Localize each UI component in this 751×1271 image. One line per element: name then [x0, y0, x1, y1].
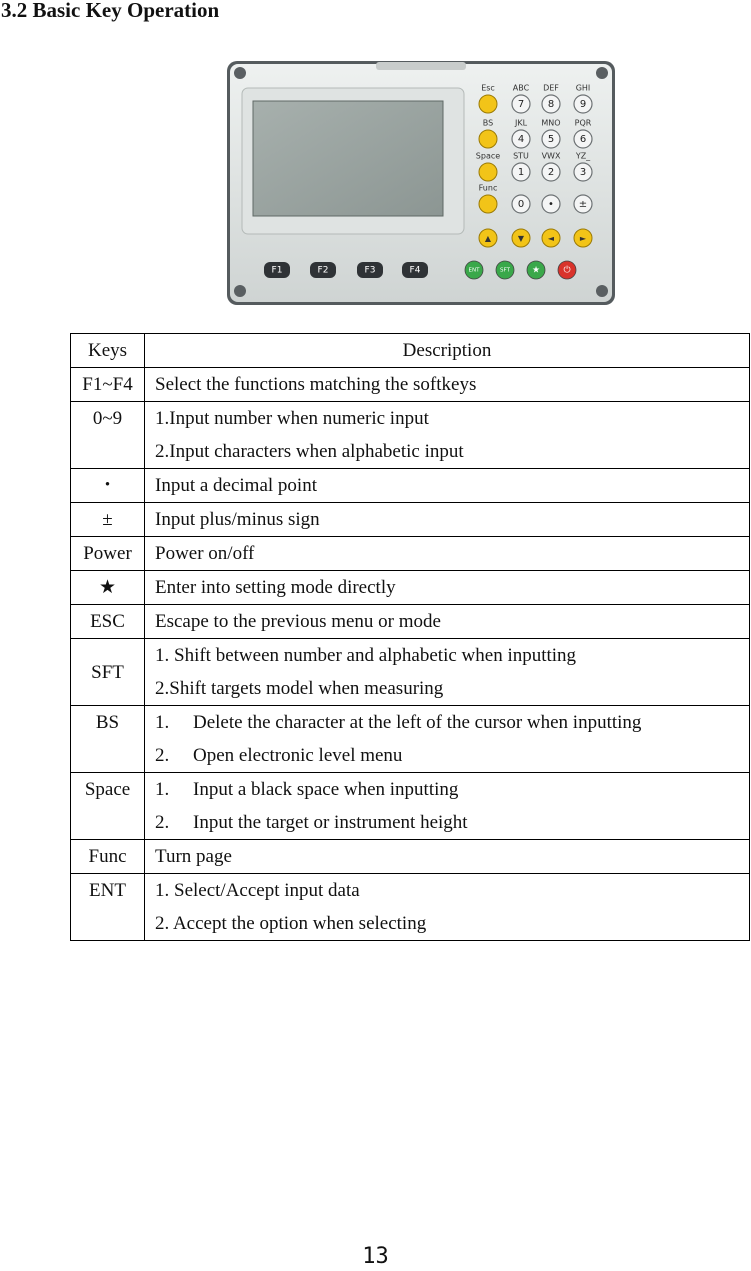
key-label: SFT	[500, 267, 510, 274]
list-number: 1.	[155, 712, 170, 733]
description-line	[155, 402, 739, 435]
description-text: 1.Input number when numeric input	[155, 408, 429, 429]
description-line	[155, 907, 739, 940]
description-text: Enter into setting mode directly	[155, 577, 396, 598]
keypad-illustration	[226, 60, 616, 306]
key-label: ENT	[468, 267, 480, 274]
description-text: Escape to the previous menu or mode	[155, 611, 441, 632]
description-text: 2. Accept the option when selecting	[155, 913, 427, 934]
key-label: F1	[271, 265, 283, 276]
description-line	[155, 840, 739, 873]
description-line	[155, 672, 739, 705]
key-name: F1~F4	[71, 368, 145, 402]
key-label: ★	[531, 265, 541, 276]
key-description	[145, 706, 750, 773]
description-text: Input a decimal point	[155, 475, 317, 496]
key-label: GHI	[575, 83, 591, 93]
alpha-key-1[interactable]	[479, 130, 497, 148]
key-label: VWX	[541, 151, 561, 161]
key-label: Func	[478, 183, 498, 193]
description-text: Input the target or instrument height	[193, 812, 468, 833]
description-line	[155, 639, 739, 672]
description-line	[155, 739, 739, 772]
key-description	[145, 503, 750, 537]
key-label: ◄	[547, 234, 555, 243]
table-row	[71, 402, 750, 469]
key-label: ABC	[512, 83, 530, 93]
table-row	[71, 840, 750, 874]
table-row	[71, 605, 750, 639]
key-label: 0	[517, 199, 525, 210]
key-name: ±	[71, 503, 145, 537]
list-number: 1.	[155, 779, 170, 800]
header-description: Description	[145, 334, 750, 368]
key-description	[145, 639, 750, 706]
key-label: 7	[517, 99, 525, 110]
key-description	[145, 469, 750, 503]
key-label: Esc	[481, 83, 495, 93]
table-row	[71, 537, 750, 571]
key-label: 5	[547, 134, 555, 145]
description-text: Turn page	[155, 846, 232, 867]
key-label: 2	[547, 167, 555, 178]
key-label: STU	[513, 151, 529, 161]
description-line	[155, 571, 739, 604]
key-name: Space	[71, 773, 145, 840]
key-description	[145, 537, 750, 571]
key-label: ▼	[517, 234, 525, 243]
key-name: Power	[71, 537, 145, 571]
list-number: 2.	[155, 745, 170, 766]
header-keys: Keys	[71, 334, 145, 368]
key-label: YZ_	[575, 151, 591, 161]
description-line	[155, 773, 739, 806]
key-description	[145, 402, 750, 469]
key-name: ・	[71, 469, 145, 503]
key-name: BS	[71, 706, 145, 773]
description-text: Power on/off	[155, 543, 255, 564]
key-description	[145, 605, 750, 639]
description-text: 2.Shift targets model when measuring	[155, 678, 444, 699]
description-text: Input a black space when inputting	[193, 779, 459, 800]
key-name: ★	[71, 571, 145, 605]
table-row	[71, 571, 750, 605]
key-name: Func	[71, 840, 145, 874]
table-row	[71, 503, 750, 537]
key-label: 4	[517, 134, 525, 145]
table-row	[71, 773, 750, 840]
key-label: 9	[579, 99, 587, 110]
description-line	[155, 706, 739, 739]
screw-icon	[596, 285, 608, 297]
key-label: DEF	[543, 83, 559, 93]
key-description	[145, 368, 750, 402]
key-label: Space	[475, 151, 501, 161]
key-label: F2	[317, 265, 329, 276]
page-number: 13	[362, 1244, 389, 1269]
screw-icon	[234, 285, 246, 297]
description-text: Input plus/minus sign	[155, 509, 320, 530]
key-label: ▲	[484, 234, 492, 243]
table-row	[71, 368, 750, 402]
key-label: 8	[547, 99, 555, 110]
alpha-key-2[interactable]	[479, 163, 497, 181]
description-text: 1. Shift between number and alphabetic when inputting	[155, 645, 577, 666]
table-row	[71, 706, 750, 773]
key-description	[145, 571, 750, 605]
key-label: ⏻	[563, 265, 571, 276]
lcd-screen	[253, 101, 443, 216]
description-line	[155, 806, 739, 839]
description-line	[155, 435, 739, 468]
list-number: 2.	[155, 812, 170, 833]
key-label: 1	[517, 167, 525, 178]
key-label: ►	[579, 234, 587, 243]
table-row	[71, 639, 750, 706]
table-row	[71, 874, 750, 941]
alpha-key-0[interactable]	[479, 95, 497, 113]
description-line	[155, 605, 739, 638]
key-description	[145, 773, 750, 840]
key-label: F3	[364, 265, 376, 276]
description-text: Delete the character at the left of the cursor when inputting	[193, 712, 642, 733]
description-text: Select the functions matching the softkeys	[155, 374, 477, 395]
key-label: •	[548, 199, 554, 210]
description-text: Open electronic level menu	[193, 745, 403, 766]
key-description	[145, 840, 750, 874]
table-header-row	[71, 334, 750, 368]
key-name: 0~9	[71, 402, 145, 469]
description-text: 1. Select/Accept input data	[155, 880, 360, 901]
description-line	[155, 469, 739, 502]
table-row	[71, 469, 750, 503]
key-description	[145, 874, 750, 941]
screw-icon	[234, 67, 246, 79]
key-label: BS	[482, 118, 494, 128]
key-label: PQR	[574, 118, 592, 128]
key-label: 6	[579, 134, 587, 145]
key-label: MNO	[541, 118, 561, 128]
description-line	[155, 874, 739, 907]
key-name: SFT	[71, 639, 145, 706]
key-label: F4	[409, 265, 421, 276]
alpha-key-3[interactable]	[479, 195, 497, 213]
key-name: ENT	[71, 874, 145, 941]
key-description-table	[70, 333, 750, 941]
description-line	[155, 368, 739, 401]
key-label: 3	[579, 167, 587, 178]
screw-icon	[596, 67, 608, 79]
description-line	[155, 537, 739, 570]
description-text: 2.Input characters when alphabetic input	[155, 441, 464, 462]
section-title: 3.2 Basic Key Operation	[1, 0, 220, 22]
description-line	[155, 503, 739, 536]
key-name: ESC	[71, 605, 145, 639]
key-label: JKL	[514, 118, 528, 128]
key-label: ±	[578, 199, 588, 210]
